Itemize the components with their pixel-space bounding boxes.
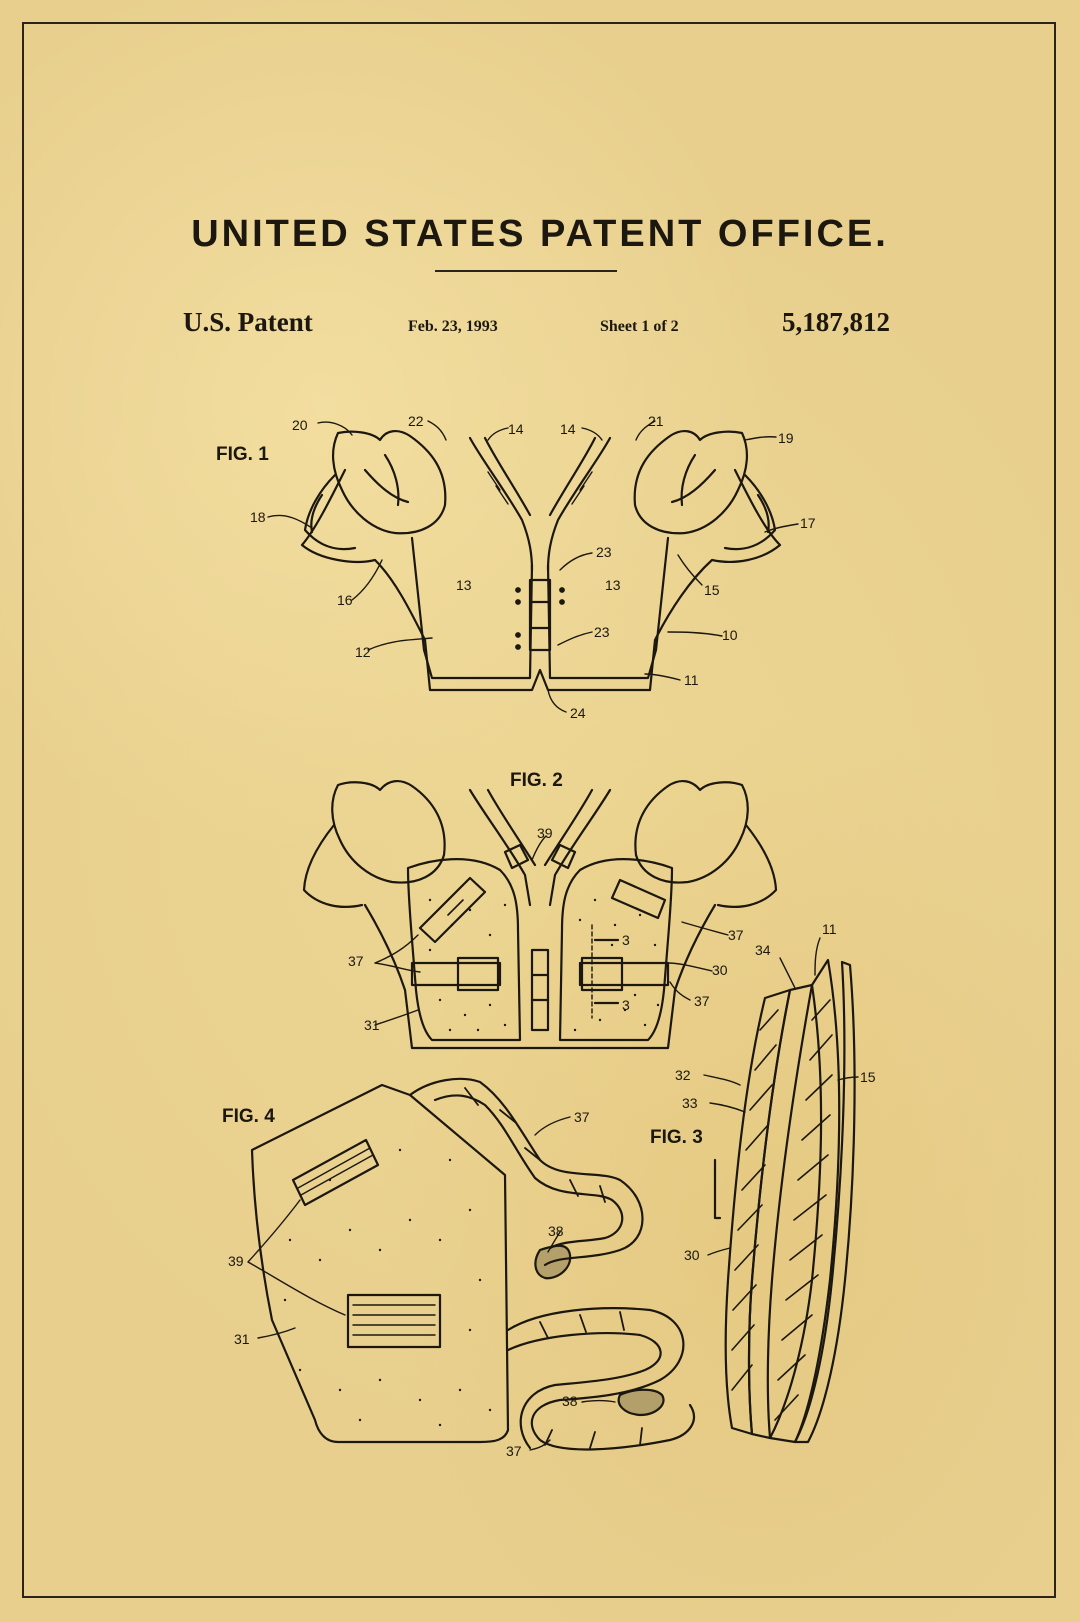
- ref-24: 24: [570, 705, 586, 721]
- ref-17: 17: [800, 515, 816, 531]
- figure-3-label: FIG. 3: [650, 1127, 703, 1148]
- ref-11-fig3: 11: [822, 921, 837, 937]
- ref-22: 22: [408, 413, 424, 429]
- ref-19: 19: [778, 430, 794, 446]
- figure-4-back-pad: [248, 1079, 694, 1450]
- ref-30: 30: [712, 962, 728, 978]
- patent-number: 5,187,812: [782, 307, 890, 337]
- figure-1-shoulder-pads-front: [268, 421, 798, 712]
- stipple-texture-fig4: [284, 1149, 491, 1426]
- ref-31: 31: [364, 1017, 380, 1033]
- ref-16: 16: [337, 592, 353, 608]
- ref-39-fig4: 39: [228, 1253, 244, 1269]
- ref-14-left: 14: [508, 421, 524, 437]
- patent-label: U.S. Patent: [183, 307, 313, 337]
- ref-37-fig4-upper: 37: [574, 1109, 590, 1125]
- section-3-lower: 3: [622, 997, 630, 1013]
- ref-12: 12: [355, 644, 371, 660]
- ref-13-left: 13: [456, 577, 472, 593]
- ref-33: 33: [682, 1095, 698, 1111]
- ref-31-fig4: 31: [234, 1331, 250, 1347]
- ref-34: 34: [755, 942, 771, 958]
- figure-3-cross-section: [704, 938, 858, 1442]
- ref-39: 39: [537, 825, 553, 841]
- ref-23-lower: 23: [594, 624, 610, 640]
- ref-37-fig4-lower: 37: [506, 1443, 522, 1459]
- ref-20: 20: [292, 417, 308, 433]
- figure-1-label: FIG. 1: [216, 444, 269, 465]
- office-title: UNITED STATES PATENT OFFICE.: [191, 213, 889, 255]
- ref-37-right-lower: 37: [694, 993, 710, 1009]
- ref-15-fig3: 15: [860, 1069, 876, 1085]
- figure-4-label: FIG. 4: [222, 1106, 275, 1127]
- ref-10: 10: [722, 627, 738, 643]
- ref-13-right: 13: [605, 577, 621, 593]
- ref-21: 21: [648, 413, 664, 429]
- ref-15: 15: [704, 582, 720, 598]
- ref-18: 18: [250, 509, 266, 525]
- figure-2-label: FIG. 2: [510, 770, 563, 791]
- ref-37-left: 37: [348, 953, 364, 969]
- figure-4-reference-numerals: [228, 1109, 590, 1459]
- ref-14-right: 14: [560, 421, 576, 437]
- ref-30-fig3: 30: [684, 1247, 700, 1263]
- figure-3-reference-numerals: [675, 921, 876, 1263]
- ref-23-upper: 23: [596, 544, 612, 560]
- patent-date: Feb. 23, 1993: [408, 318, 498, 335]
- ref-37-right-upper: 37: [728, 927, 744, 943]
- sheet-number: Sheet 1 of 2: [600, 318, 679, 335]
- ref-38-lower: 38: [562, 1393, 578, 1409]
- ref-11: 11: [684, 672, 699, 688]
- ref-32: 32: [675, 1067, 691, 1083]
- section-3-upper: 3: [622, 932, 630, 948]
- ref-38-upper: 38: [548, 1223, 564, 1239]
